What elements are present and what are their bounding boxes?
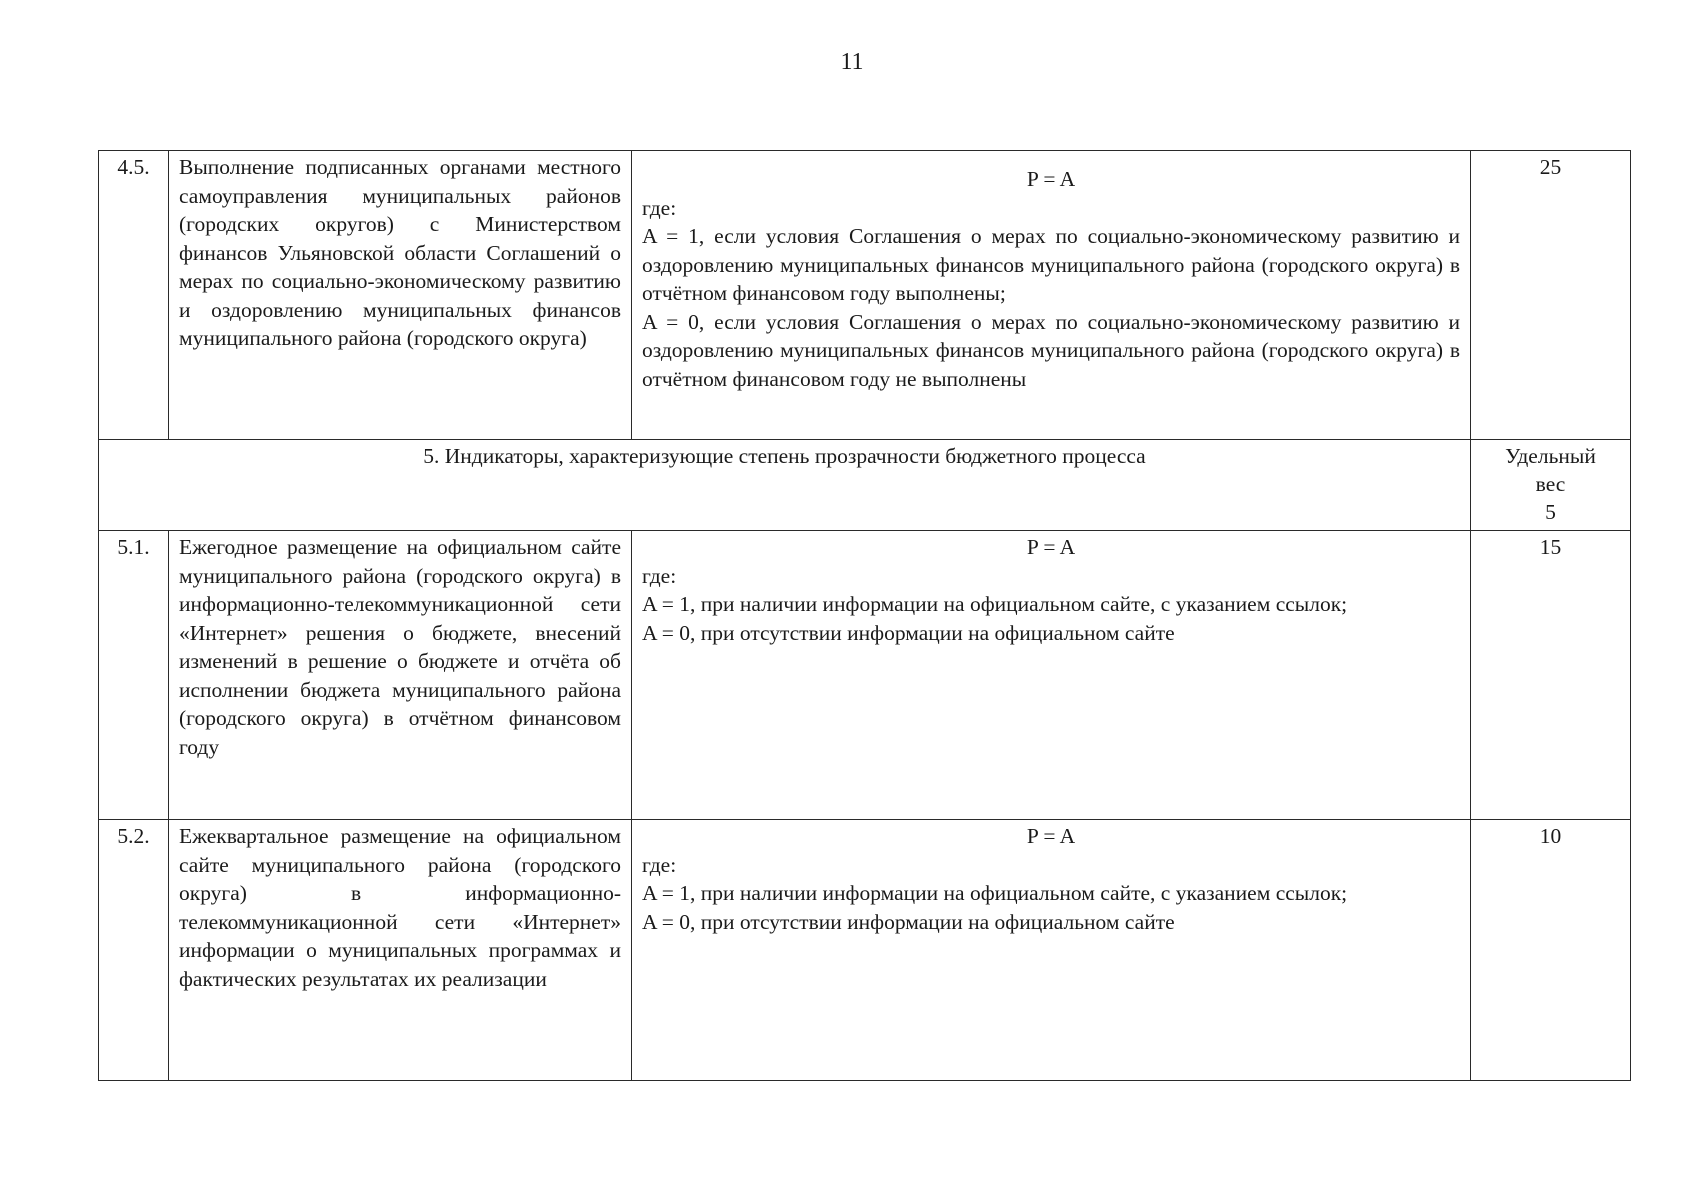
row-number: 5.1. <box>99 531 169 820</box>
formula-cell <box>632 531 1471 820</box>
formula-condition: A = 0, при отсутствии информации на официальном сайте <box>642 909 1175 934</box>
formula-where: где: <box>642 563 677 588</box>
weight-value: 25 <box>1471 151 1631 440</box>
table-row <box>99 531 1631 820</box>
formula: P = A <box>1026 824 1076 848</box>
weight-value: 10 <box>1471 820 1631 1081</box>
formula-condition: A = 1, если условия Соглашения о мерах по социально-экономическому развитию и оздоровлению муниципальных финансов муниципального района (городского округа) в отчётном финансовом году выполнены; <box>642 224 1460 305</box>
formula-condition: A = 0, при отсутствии информации на официальном сайте <box>642 620 1175 645</box>
indicator-name: Ежегодное размещение на официальном сайте муниципального района (городского округа) в информационно-телекоммуникационной сети «Интернет» решения о бюджете, внесений изменений в решение о бюджете и отчёта об исполнении бюджета муниципального района (городского округа) в отчётном финансовом году <box>169 531 632 820</box>
indicator-name: Ежеквартальное размещение на официальном сайте муниципального района (городского округа) в информационно-телекоммуникационной сети «Интернет» информации о муниципальных программах и фактических результатах их реализации <box>169 820 632 1081</box>
section-title: 5. Индикаторы, характеризующие степень прозрачности бюджетного процесса <box>99 440 1471 531</box>
formula-where: где: <box>642 852 677 877</box>
formula: P = A <box>1026 167 1076 191</box>
section-weight <box>1471 440 1631 531</box>
formula-cell <box>632 820 1471 1081</box>
page-number: 11 <box>840 49 864 75</box>
formula-condition: A = 1, при наличии информации на официальном сайте, с указанием ссылок; <box>642 881 1348 905</box>
section-header-row <box>99 440 1631 531</box>
formula-where: где: <box>642 195 677 220</box>
indicators-table <box>98 150 1631 1081</box>
formula-condition: A = 0, если условия Соглашения о мерах по социально-экономическому развитию и оздоровлению муниципальных финансов муниципального района (городского округа) в отчётном финансовом году не выполнены <box>642 309 1460 391</box>
weight-label: вес <box>1535 472 1566 496</box>
indicator-name: Выполнение подписанных органами местного самоуправления муниципальных районов (городских округов) с Министерством финансов Ульяновской области Соглашений о мерах по социально-экономическому развитию и оздоровлению муниципальных финансов муниципального района (городского округа) <box>169 151 632 440</box>
weight-value: 15 <box>1471 531 1631 820</box>
weight-label: Удельный <box>1505 444 1596 468</box>
table-row <box>99 151 1631 440</box>
formula: P = A <box>1026 535 1076 559</box>
formula-condition: A = 1, при наличии информации на официальном сайте, с указанием ссылок; <box>642 592 1348 616</box>
formula-cell <box>632 151 1471 440</box>
row-number: 5.2. <box>99 820 169 1081</box>
table-row <box>99 820 1631 1081</box>
row-number: 4.5. <box>99 151 169 440</box>
weight-value: 5 <box>1545 500 1556 524</box>
